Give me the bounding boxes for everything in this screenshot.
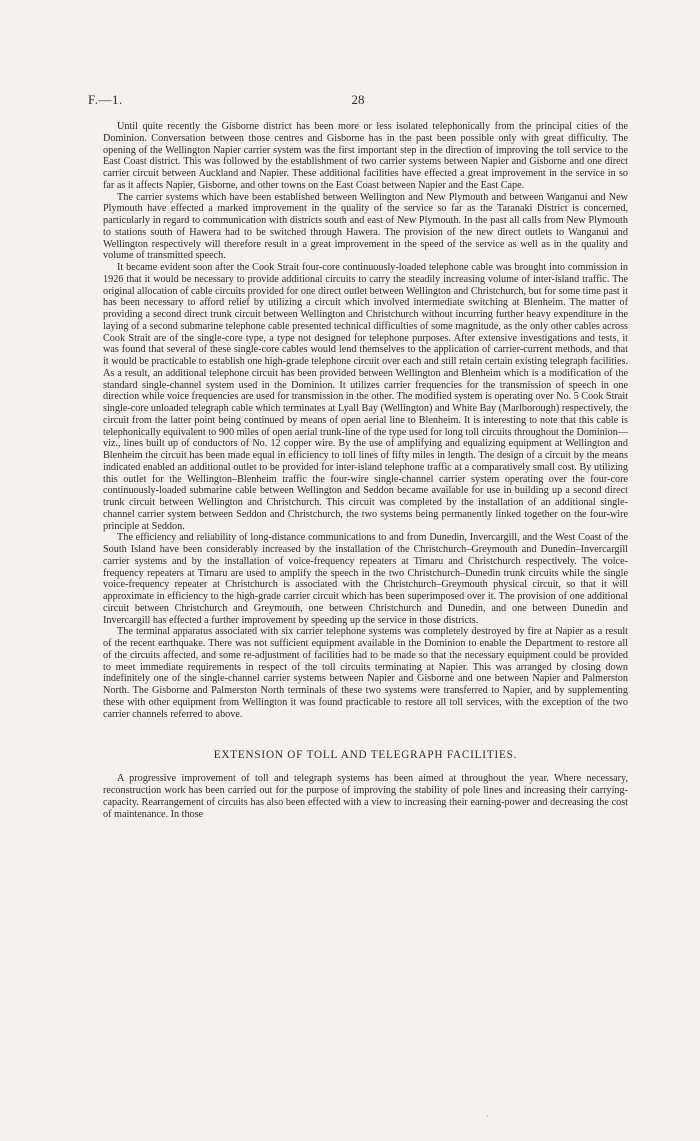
paragraph-extension: A progressive improvement of toll and telegraph systems has been aimed at throughout the year. Where necessary, reconstruction work has been carried out for the purpose of improving the stability of pole lines and increasing their carrying-capacity. Rearrangement of circuits has also been effected with a view to increasing their earning-power and decreasing the cost of maintenance. In those — [103, 773, 628, 820]
paragraph-napier-fire: The terminal apparatus associated with six carrier telephone systems was completely destroyed by fire at Napier as a result of the recent earthquake. There was not sufficient equipment available in the Dominion to enable the Department to restore all of the circuits affected, and some re-adjustment of facilities had to be made so that the necessary equipment could be provided to meet immediate requirements in respect of the toll circuits terminating at Napier. This was arranged by closing down indefinitely one of the single-channel carrier systems between Napier and Gisborne and one between Napier and Palmerston North. The Gisborne and Palmerston North terminals of these two systems were transferred to Napier, and by supplementing these with other equipment from Wellington it was found practicable to restore all toll services, with the exception of the two carrier channels referred to above. — [103, 626, 628, 720]
paragraph-taranaki: The carrier systems which have been established between Wellington and New Plymouth and between Wanganui and New Plymouth have effected a marked improvement in the quality of the service so far as the Taranaki District is concerned, particularly in regard to communication with districts south and east of New Plymouth. In the past all calls from New Plymouth to stations south of Hawera had to be switched through Hawera. The provision of the new direct outlets to Wanganui and Wellington respectively will therefore result in a great improvement in the speed of the service as well as in the quality and volume of transmitted speech. — [103, 191, 628, 262]
paragraph-cook-strait: It became evident soon after the Cook Strait four-core continuously-loaded telephone cable was brought into commission in 1926 that it would be necessary to provide additional circuits to carry the steadily increasing volume of inter-island traffic. The original allocation of cable circuits provided for one direct outlet between Wellington and Christchurch, but for some time past it has been necessary to afford relief by utilizing a circuit which involved intermediate switching at Blenheim. The matter of providing a second direct trunk circuit between Wellington and Christchurch without incurring further heavy expenditure in the laying of a second submarine telephone cable presented technical difficulties of some magnitude, as the only other cables across Cook Strait are of the single-core type, a type not designed for telephone purposes. After extensive investigations and tests, it was found that several of these single-core cables would lend themselves to the application of carrier-current methods, and that it would be practicable to establish one high-grade telephone circuit over each and still retain certain existing telegraph facilities. As a result, an additional telephone circuit has been provided between Wellington and Blenheim which is a modification of the standard single-channel system used in the Dominion. It utilizes carrier frequencies for the transmission of speech in one direction while voice frequencies are used for transmission in the other. The modified system is operating over No. 5 Cook Strait single-core unloaded telegraph cable which terminates at Lyall Bay (Wellington) and White Bay (Marlborough) respectively, the circuit from the latter point being continued by means of open aerial line to Blenheim. It is interesting to note that this cable is telephonically equivalent to 900 miles of open aerial trunk-line of the type used for long toll circuits throughout the Dominion—viz., lines built up of conductors of No. 12 copper wire. By the use of amplifying and equalizing equipment at Wellington and Blenheim the circuit has been made equal in efficiency to toll lines of fifty miles in length. The design of a circuit by the means indicated enabled an additional outlet to be provided for inter-island telephone traffic at a comparatively small cost. By utilizing this outlet for the Wellington–Blenheim traffic the four-wire single-channel carrier system operating over the four-core continuously-loaded submarine cable between Wellington and Seddon became available for use in building up a second direct trunk circuit between Wellington and Christchurch. This circuit was completed by the installation of an additional single-channel carrier system between Seddon and Christchurch, the two systems being permanently linked together on the four-wire principle at Seddon. — [103, 262, 628, 532]
page-number: 28 — [351, 92, 365, 107]
body-text — [103, 121, 628, 820]
page-header — [88, 92, 628, 110]
section-heading: EXTENSION OF TOLL AND TELEGRAPH FACILITIES. — [213, 749, 518, 762]
paragraph-south-island: The efficiency and reliability of long-distance communications to and from Dunedin, Invercargill, and the West Coast of the South Island have been considerably increased by the installation of the Christchurch–Greymouth and Dunedin–Invercargill carrier systems and by the installation of voice-frequency repeaters at Timaru and Christchurch respectively. The voice-frequency repeaters at Timaru are used to amplify the speech in the two Christchurch–Dunedin trunk circuits while the single voice-frequency repeater at Christchurch is associated with the Christchurch–Greymouth physical circuit, so that it will approximate in efficiency to the high-grade carrier circuit which has been superimposed over it. The provision of one additional circuit between Christchurch and Greymouth, one between Christchurch and Dunedin, and one between Dunedin and Invercargill has effected a further improvement by speeding up the service in those districts. — [103, 532, 628, 626]
paragraph-gisborne: Until quite recently the Gisborne district has been more or less isolated telephonically from the principal cities of the Dominion. Conversation between those centres and Gisborne has in the past been possible only with great difficulty. The opening of the Wellington Napier carrier system was the first important step in the direction of improving the toll service to the East Coast district. This was followed by the establishment of two carrier systems between Napier and Gisborne and one direct carrier circuit between Auckland and Napier. These additional facilities have effected a great improvement in the service in so far as it affects Napier, Gisborne, and other towns on the East Coast between Napier and the East Cape. — [103, 121, 628, 191]
document-reference: F.—1. — [88, 92, 123, 107]
footer-mark: · — [486, 1112, 489, 1121]
